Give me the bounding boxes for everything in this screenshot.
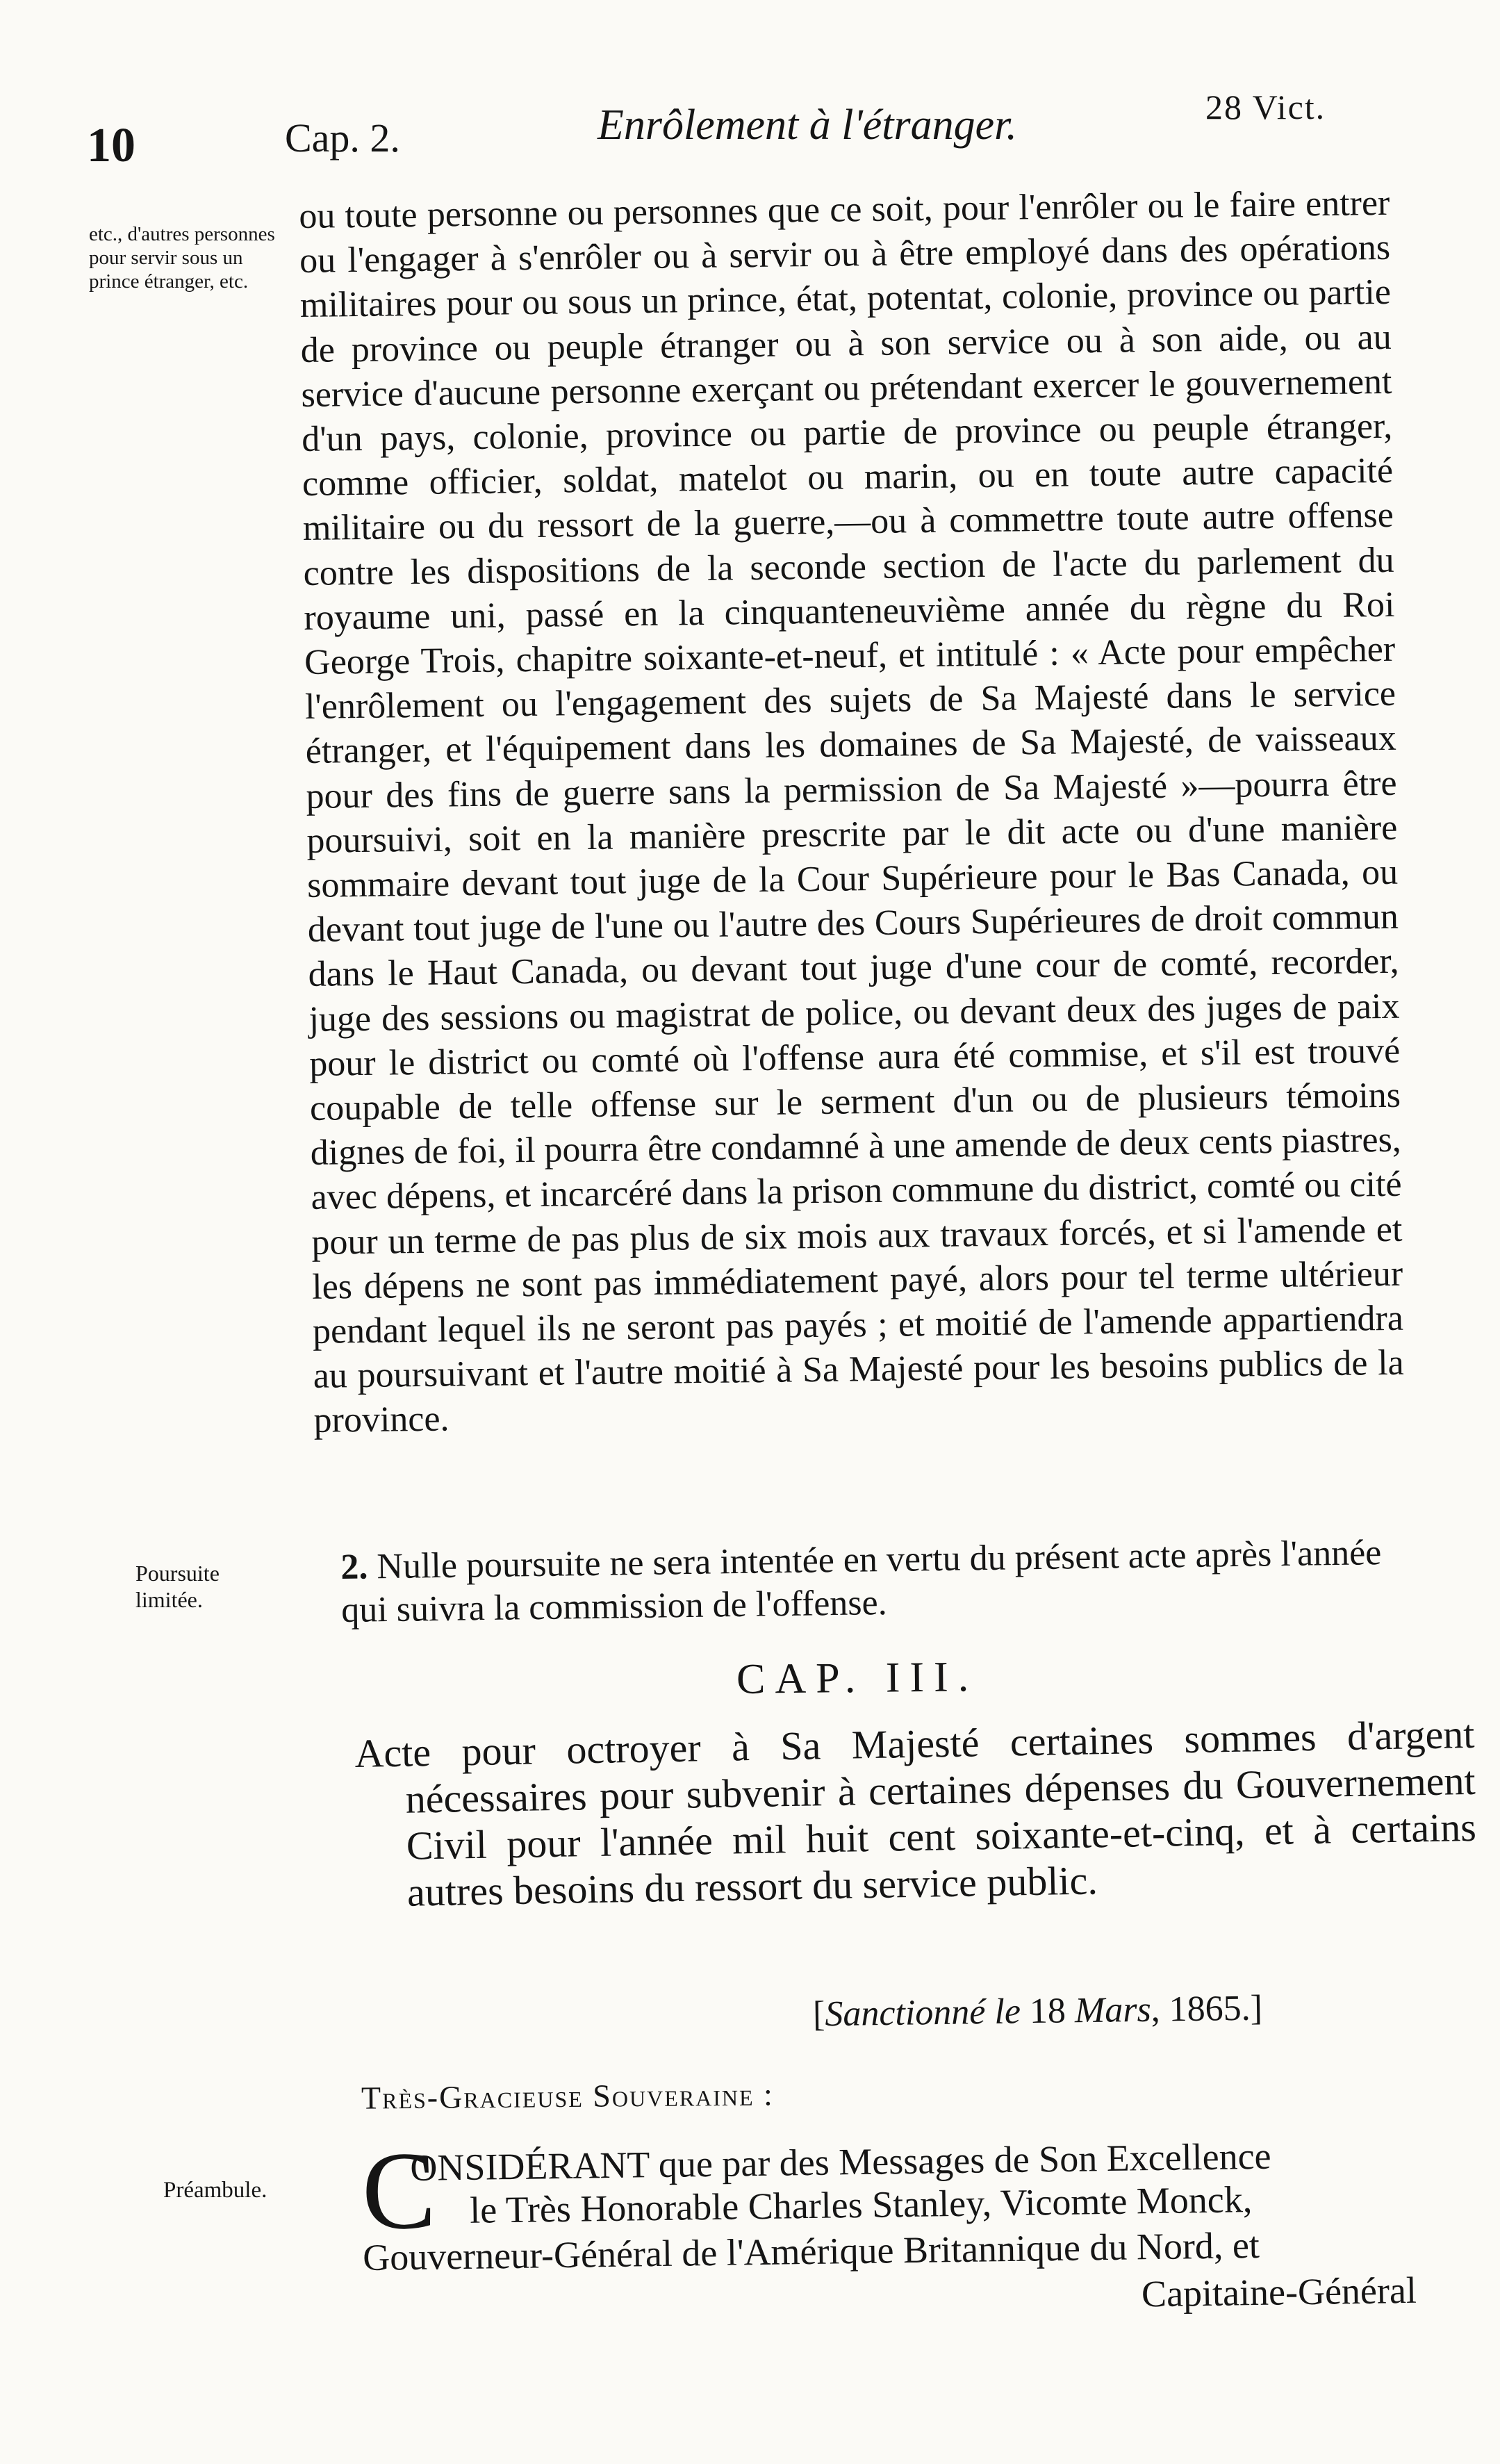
salutation: Très-Gracieuse Souveraine : (361, 2076, 774, 2116)
running-head-title: Enrôlement à l'étranger. (597, 101, 1017, 149)
act-title: Acte pour octroyer à Sa Majesté certaines sommes d'argent nécessaires pour subvenir à certaines dépenses du Gouvernement Civil pour l'année mil huit cent soixante-et-cinq, et à certains autres besoins du ressort du service public. (354, 1711, 1477, 1915)
sanction-day: 18 (1020, 1991, 1075, 2032)
section-1-continuation: ou toute personne ou personnes que ce soit, pour l'enrôler ou le faire entrer ou l'engager à s'enrôler ou à servir ou à être employé dans des opérations militaires pour ou sous un prince, état, potentat, colonie, province ou partie de province ou peuple étranger ou à son service ou à son aide, ou au service d'aucune personne exerçant ou prétendant exercer le gouvernement d'un pays, colonie, province ou partie de province ou peuple étranger, comme officier, soldat, matelot ou marin, ou en toute autre capacité militaire ou du ressort de la guerre,—ou à commettre toute autre offense contre les dispositions de la seconde section de l'acte du parlement du royaume uni, passé en la cinquanteneuvième année du règne du Roi George Trois, chapitre soixante-et-neuf, et intitulé : « Acte pour empêcher l'enrôlement ou l'engagement des sujets de Sa Majesté dans le service étranger, et l'équipement dans les domaines de Sa Majesté, de vaisseaux pour des fins de guerre sans la permission de Sa Majesté »—pourra être poursuivi, soit en la manière prescrite par le dit acte ou d'une manière sommaire devant tout juge de la Cour Supérieure pour le Bas Canada, ou devant tout juge de l'une ou l'autre des Cours Supérieures de droit commun dans le Haut Canada, ou devant tout juge d'une cour de comté, recorder, juge des sessions ou magistrat de police, ou devant deux des juges de paix pour le district ou comté où l'offense aura été commise, et s'il est trouvé coupable de telle offense sur le serment d'un ou de plusieurs témoins dignes de foi, il pourra être condamné à une amende de deux cents piastres, avec dépens, et incarcéré dans la prison commune du district, comté ou cité pour un terme de pas plus de six mois aux travaux forcés, et si l'amende et les dépens ne sont pas immédiatement payé, alors pour tel terme ultérieur pendant lequel ils ne seront pas payés ; et moitié de l'amende appartiendra au poursuivant et l'autre moitié à Sa Majesté pour les besoins publics de la province. (299, 183, 1405, 1441)
sanction-open-bracket: [ (812, 1994, 825, 2035)
sanction-year: , 1865.] (1151, 1988, 1263, 2030)
margin-note-limited-prosecution: Poursuite limitée. (135, 1561, 220, 1612)
running-head-regnal-year: 28 Vict. (1205, 88, 1326, 126)
preamble-line-2: le Très Honorable Charles Stanley, Vicomte Monck, (469, 2178, 1253, 2231)
sanction-label: Sanctionné le (824, 1991, 1021, 2035)
preamble-line-4: Capitaine-Général (1141, 2269, 1417, 2315)
sanction-month: Mars (1074, 1989, 1152, 2031)
preamble-line-3: Gouverneur-Général de l'Amérique Britannique du Nord, et (362, 2224, 1260, 2278)
preamble (361, 2128, 1431, 2315)
chapter-heading: CAP. III. (736, 1653, 979, 1703)
sanction-date (813, 1987, 1263, 2035)
margin-note-preamble: Préambule. (163, 2178, 267, 2203)
page-number: 10 (87, 119, 135, 172)
running-head-chapter: Cap. 2. (285, 115, 400, 161)
section-2-text: Nulle poursuite ne sera intentée en vertu du présent acte après l'année qui suivra la commission de l'offense. (340, 1533, 1382, 1630)
section-2 (340, 1531, 1412, 1632)
margin-note-other-persons: etc., d'autres personnes pour servir sous un prince étranger, etc. (89, 223, 275, 293)
section-2-number: 2. (340, 1547, 368, 1587)
preamble-line-1: ONSIDÉRANT que par des Messages de Son Excellence (410, 2135, 1271, 2190)
preamble-drop-cap: C (361, 2128, 437, 2253)
